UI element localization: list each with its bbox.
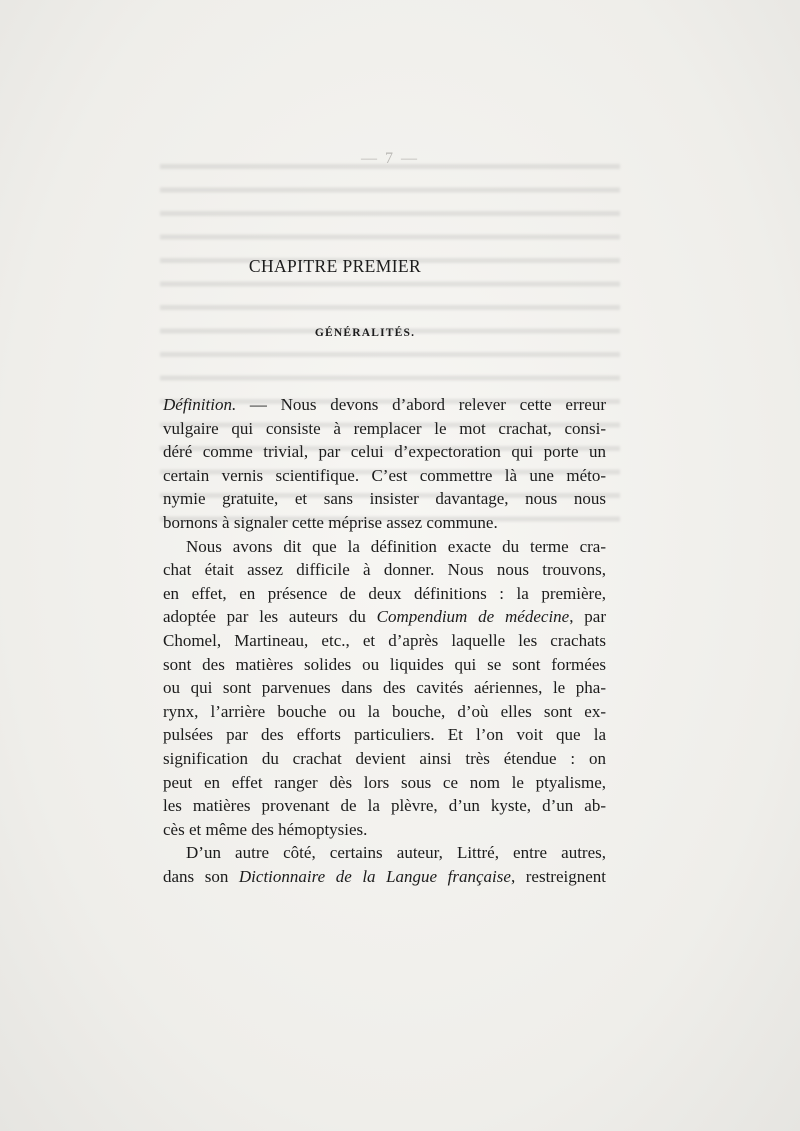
book-title: Dictionnaire de la Langue française: [238, 866, 511, 886]
text-line: en effet, en présence de deux définitions : la première,: [163, 583, 606, 603]
text-line: chat était assez difficile à donner. Nous nous trouvons,: [163, 560, 606, 580]
text-line: les matières provenant de la plèvre, d’un kyste, d’un ab-: [163, 796, 606, 816]
text-line: signification du crachat devient ainsi très étendue : on: [163, 748, 606, 768]
line-text: , par: [569, 607, 606, 627]
chapter-title: CHAPITRE PREMIER: [248, 256, 422, 276]
text-line: D’un autre côté, certains auteur, Littré, entre autres,: [186, 843, 606, 863]
book-title: Compendium de médecine: [376, 607, 570, 627]
line-text: , restreignent: [510, 866, 606, 886]
text-line: peut en effet ranger dès lors sous ce nom le ptyalisme,: [163, 772, 606, 792]
text-line: nymie gratuite, et sans insister davantage, nous nous: [163, 489, 606, 509]
text-line: [163, 605, 606, 629]
line-text: — Nous devons d’abord relever cette erreur: [236, 395, 606, 414]
run-in-heading: Définition.: [163, 395, 237, 414]
paragraph-definition: [163, 393, 606, 535]
text-line: [163, 393, 606, 417]
text-line: Nous avons dit que la définition exacte du terme cra-: [186, 536, 606, 556]
text-line: pulsées par des efforts particuliers. Et l’on voit que la: [163, 725, 606, 745]
text-line: déré comme trivial, par celui d’expectoration qui porte un: [163, 442, 606, 462]
paragraph-littre: [163, 841, 606, 888]
paragraph-two-definitions: [163, 535, 606, 842]
line-text: adoptée par les auteurs du: [163, 607, 377, 627]
text-line: [163, 865, 606, 889]
text-line: bornons à signaler cette méprise assez commune.: [163, 512, 498, 532]
text-line: vulgaire qui consiste à remplacer le mot crachat, consi-: [163, 418, 606, 438]
body-text: [163, 393, 606, 888]
text-line: certain vernis scientifique. C’est commettre là une méto-: [163, 465, 606, 485]
section-title: GÉNÉRALITÉS.: [314, 327, 416, 339]
text-line: cès et même des hémoptysies.: [163, 819, 368, 839]
text-line: rynx, l’arrière bouche ou la bouche, d’où elles sont ex-: [163, 701, 606, 721]
text-line: sont des matières solides ou liquides qui se sont formées: [163, 654, 606, 674]
text-line: ou qui sont parvenues dans des cavités aériennes, le pha-: [163, 678, 606, 698]
line-text: dans son: [163, 866, 239, 886]
text-line: Chomel, Martineau, etc., et d’après laquelle les crachats: [163, 630, 606, 650]
page-number: — 7 —: [361, 150, 419, 167]
